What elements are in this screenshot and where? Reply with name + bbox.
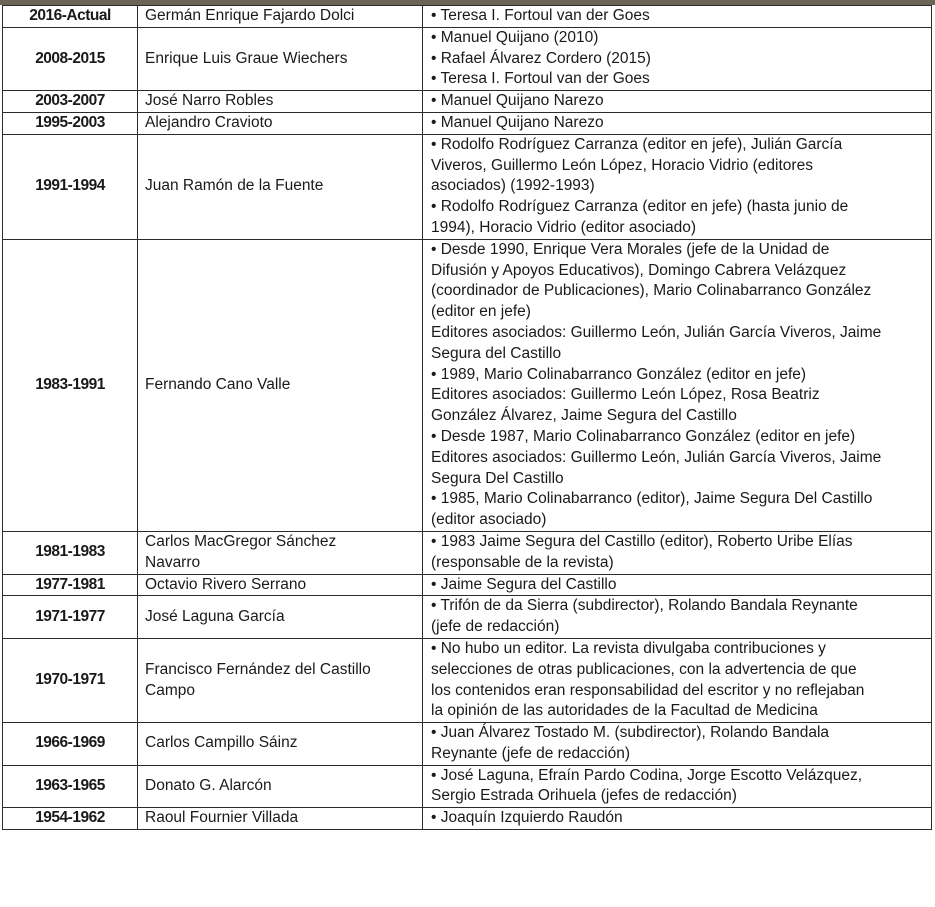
table-row — [3, 596, 932, 639]
editor-text-line: • Manuel Quijano Narezo — [431, 92, 604, 110]
editor-text-line: selecciones de otras publicaciones, con la advertencia de que — [431, 660, 857, 678]
table-row — [3, 723, 932, 766]
editor-text-line: 1994), Horacio Vidrio (editor asociado) — [431, 218, 697, 236]
director-cell — [138, 239, 423, 531]
editor-text-line: • Rafael Álvarez Cordero (2015) — [431, 49, 651, 67]
editors-cell — [423, 239, 932, 531]
period-cell: 1991-1994 — [3, 134, 138, 239]
editors-cell — [423, 723, 932, 766]
editor-text-line: • 1985, Mario Colinabarranco (editor), Jaime Segura Del Castillo — [431, 490, 873, 508]
director-name-line: Juan Ramón de la Fuente — [145, 177, 324, 195]
editor-text-line: Segura Del Castillo — [431, 469, 564, 487]
table-row — [3, 239, 932, 531]
director-cell — [138, 574, 423, 596]
director-name-line: Fernando Cano Valle — [145, 375, 291, 393]
period-cell: 2016-Actual — [3, 6, 138, 28]
table-row — [3, 808, 932, 830]
editors-cell — [423, 112, 932, 134]
table-row — [3, 91, 932, 113]
period-cell: 1963-1965 — [3, 765, 138, 808]
director-name-line: Donato G. Alarcón — [145, 777, 272, 795]
table-row — [3, 574, 932, 596]
table-row — [3, 531, 932, 574]
period-cell: 2008-2015 — [3, 27, 138, 90]
editor-text-line: • 1989, Mario Colinabarranco González (editor en jefe) — [431, 365, 807, 383]
editor-text-line: • Trifón de da Sierra (subdirector), Rolando Bandala Reynante — [431, 597, 858, 615]
editor-text-line: • Desde 1990, Enrique Vera Morales (jefe de la Unidad de — [431, 240, 830, 258]
period-cell: 1954-1962 — [3, 808, 138, 830]
table-row — [3, 6, 932, 28]
editor-text-line: Reynante (jefe de redacción) — [431, 744, 631, 762]
director-cell — [138, 134, 423, 239]
editors-cell — [423, 596, 932, 639]
director-name-line: José Narro Robles — [145, 92, 274, 110]
editors-cell — [423, 531, 932, 574]
director-name-line: Octavio Rivero Serrano — [145, 575, 307, 593]
editor-text-line: Editores asociados: Guillermo León, Julián García Viveros, Jaime — [431, 323, 882, 341]
editor-text-line: los contenidos eran responsabilidad del escritor y no reflejaban — [431, 681, 865, 699]
editor-text-line: • Rodolfo Rodríguez Carranza (editor en jefe), Julián García — [431, 135, 843, 153]
period-cell: 1995-2003 — [3, 112, 138, 134]
period-cell: 1970-1971 — [3, 638, 138, 722]
director-name-line: Carlos Campillo Sáinz — [145, 734, 298, 752]
editor-text-line: • Rodolfo Rodríguez Carranza (editor en jefe) (hasta junio de — [431, 198, 849, 216]
director-cell — [138, 91, 423, 113]
editor-text-line: (responsable de la revista) — [431, 553, 614, 571]
editor-text-line: • José Laguna, Efraín Pardo Codina, Jorge Escotto Velázquez, — [431, 766, 863, 784]
editors-cell — [423, 638, 932, 722]
editor-text-line: • Jaime Segura del Castillo — [431, 575, 617, 593]
director-name-line: Campo — [145, 681, 195, 699]
director-cell — [138, 27, 423, 90]
director-name-line: Germán Enrique Fajardo Dolci — [145, 7, 355, 24]
director-name-line: Alejandro Cravioto — [145, 113, 273, 131]
editor-text-line: • Desde 1987, Mario Colinabarranco González (editor en jefe) — [431, 427, 856, 445]
editor-text-line: • Teresa I. Fortoul van der Goes — [431, 70, 650, 88]
editors-cell — [423, 574, 932, 596]
table-body — [3, 6, 932, 830]
director-cell — [138, 112, 423, 134]
editors-cell — [423, 808, 932, 830]
period-cell: 1977-1981 — [3, 574, 138, 596]
editors-cell — [423, 6, 932, 28]
directors-table — [2, 5, 932, 830]
period-cell: 1981-1983 — [3, 531, 138, 574]
editor-text-line: (coordinador de Publicaciones), Mario Colinabarranco González — [431, 282, 872, 300]
period-cell: 1983-1991 — [3, 239, 138, 531]
director-cell — [138, 765, 423, 808]
editor-text-line: Viveros, Guillermo León López, Horacio Vidrio (editores — [431, 156, 813, 174]
director-cell — [138, 723, 423, 766]
director-name-line: Raoul Fournier Villada — [145, 809, 299, 827]
editor-text-line: Editores asociados: Guillermo León, Julián García Viveros, Jaime — [431, 448, 882, 466]
period-cell: 2003-2007 — [3, 91, 138, 113]
editor-text-line: • No hubo un editor. La revista divulgaba contribuciones y — [431, 639, 826, 657]
table-row — [3, 112, 932, 134]
editors-cell — [423, 765, 932, 808]
period-cell: 1971-1977 — [3, 596, 138, 639]
director-cell — [138, 596, 423, 639]
director-name-line: Carlos MacGregor Sánchez — [145, 532, 337, 550]
director-name-line: José Laguna García — [145, 607, 285, 625]
editor-text-line: González Álvarez, Jaime Segura del Castillo — [431, 407, 737, 425]
editor-text-line: (editor en jefe) — [431, 303, 531, 321]
editor-text-line: Difusión y Apoyos Educativos), Domingo Cabrera Velázquez — [431, 261, 847, 279]
editor-text-line: • Joaquín Izquierdo Raudón — [431, 809, 623, 827]
editor-text-line: (editor asociado) — [431, 511, 547, 529]
editor-text-line: asociados) (1992-1993) — [431, 177, 595, 195]
director-cell — [138, 638, 423, 722]
editor-text-line: (jefe de redacción) — [431, 618, 560, 636]
director-name-line: Francisco Fernández del Castillo — [145, 660, 371, 678]
editor-text-line: • Manuel Quijano (2010) — [431, 28, 599, 46]
editor-text-line: la opinión de las autoridades de la Facultad de Medicina — [431, 702, 818, 720]
editors-cell — [423, 91, 932, 113]
director-name-line: Navarro — [145, 553, 201, 571]
editor-text-line: • Teresa I. Fortoul van der Goes — [431, 7, 650, 24]
director-cell — [138, 531, 423, 574]
table-row — [3, 638, 932, 722]
director-cell — [138, 808, 423, 830]
table-row — [3, 765, 932, 808]
director-cell — [138, 6, 423, 28]
table-row — [3, 134, 932, 239]
period-cell: 1966-1969 — [3, 723, 138, 766]
editor-text-line: • Manuel Quijano Narezo — [431, 113, 604, 131]
editors-cell — [423, 27, 932, 90]
editor-text-line: Sergio Estrada Orihuela (jefes de redacción) — [431, 787, 737, 805]
table-row — [3, 27, 932, 90]
director-name-line: Enrique Luis Graue Wiechers — [145, 49, 348, 67]
editor-text-line: • Juan Álvarez Tostado M. (subdirector), Rolando Bandala — [431, 724, 830, 742]
editor-text-line: Segura del Castillo — [431, 344, 562, 362]
editors-cell — [423, 134, 932, 239]
editor-text-line: • 1983 Jaime Segura del Castillo (editor), Roberto Uribe Elías — [431, 532, 853, 550]
editor-text-line: Editores asociados: Guillermo León López, Rosa Beatriz — [431, 386, 820, 404]
